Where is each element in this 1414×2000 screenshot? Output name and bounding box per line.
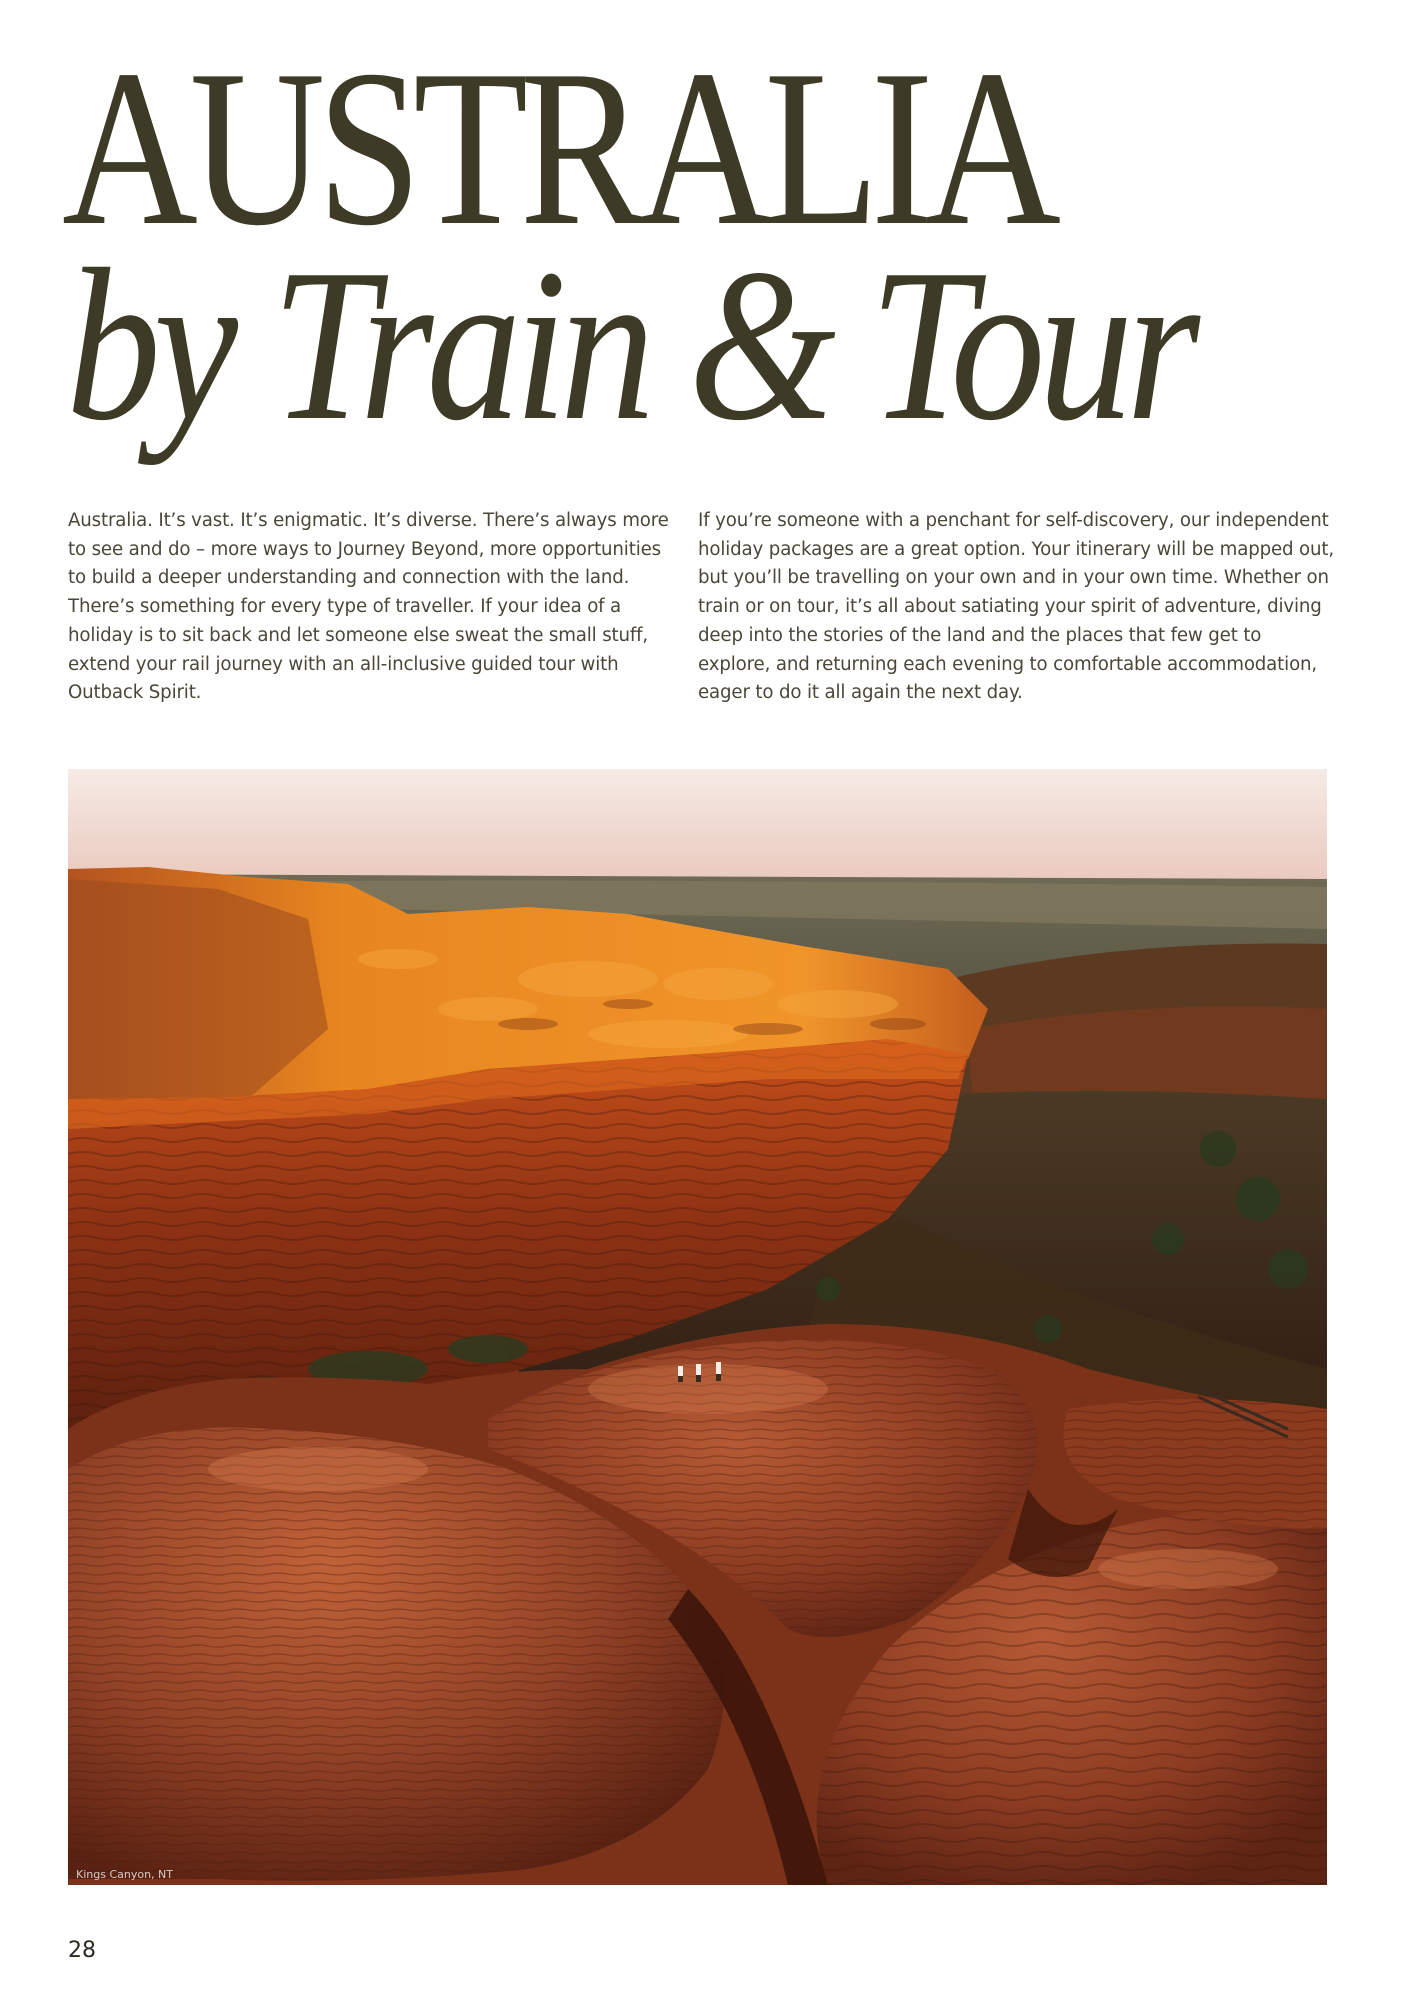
intro-paragraph-right: If you’re someone with a penchant for self-discovery, our independent holiday packages are a great option. Your itinerary will be mapped out, but you’ll be travelling on your own and in your own time. Whether on train or on tour, it’s all about satiating your spirit of adventure, diving deep into the stories of the land and the places that few get to explore, and returning each evening to comfortable accommodation, eager to do it all again the next day. (698, 510, 1335, 704)
headline-subtitle: by Train & Tour (66, 225, 1194, 466)
headline-australia: AUSTRALIA (62, 24, 1053, 272)
canyon-illustration (68, 769, 1327, 1885)
photo-caption: Kings Canyon, NT (76, 1868, 173, 1881)
intro-paragraph-left: Australia. It’s vast. It’s enigmatic. It’s diverse. There’s always more to see and do – more ways to Journey Beyond, more opportunities to build a deeper understanding and connection with the land. There’s something for every type of traveller. If your idea of a holiday is to sit back and let someone else sweat the small stuff, extend your rail journey with an all-inclusive guided tour with Outback Spirit. (68, 510, 669, 704)
page-number: 28 (68, 1938, 96, 1963)
kings-canyon-photo (68, 769, 1327, 1885)
